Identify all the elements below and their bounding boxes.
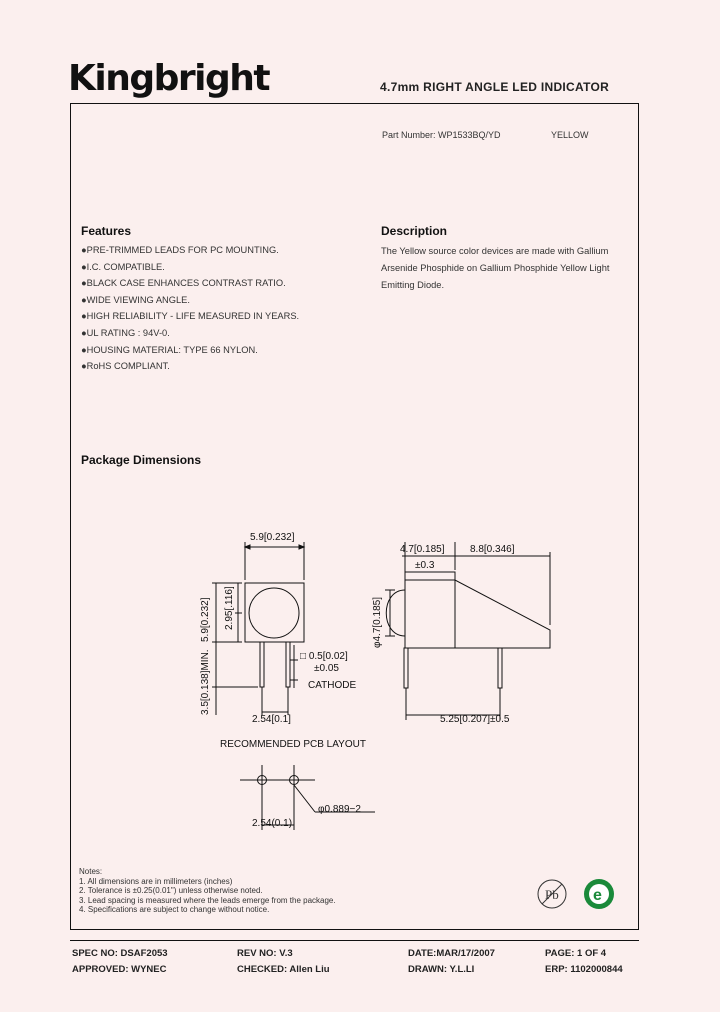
footer-approved: APPROVED: WYNEC: [72, 964, 167, 975]
pb-free-icon: [538, 880, 566, 908]
feature-item: ●UL RATING : 94V-0.: [81, 328, 170, 338]
dim-pitch: 2.54[0.1]: [252, 714, 291, 725]
footer-drawn: DRAWN: Y.L.LI: [408, 964, 475, 975]
pcb-layout-title: RECOMMENDED PCB LAYOUT: [220, 739, 366, 750]
feature-item: ●HIGH RELIABILITY - LIFE MEASURED IN YEARS.: [81, 311, 300, 321]
front-view-body: [245, 583, 304, 642]
note-item: 1. All dimensions are in millimeters (inches): [79, 876, 233, 886]
cathode-label: CATHODE: [308, 680, 357, 691]
feature-item: ●BLACK CASE ENHANCES CONTRAST RATIO.: [81, 278, 286, 288]
compliance-badges: [536, 876, 626, 916]
notes-heading: Notes:: [79, 867, 103, 876]
pcb-pitch: 2.54(0.1): [252, 818, 293, 829]
front-lead-right: [286, 642, 290, 687]
dim-body-length: 8.8[0.346]: [470, 544, 515, 555]
footer-page: PAGE: 1 OF 4: [545, 948, 607, 959]
dim-lead-offset: 5.25[0.207]±0.5: [440, 714, 510, 725]
notes-block: [79, 867, 336, 915]
dim-lead-length: 3.5[0.138]MIN.: [200, 649, 211, 715]
svg-text:Pb: Pb: [545, 887, 559, 902]
dim-lead-tolerance: ±0.05: [314, 663, 339, 674]
dim-lens-tolerance: ±0.3: [415, 560, 435, 571]
dim-height-side: 5.9[0.232]: [200, 597, 211, 642]
feature-item: ●WIDE VIEWING ANGLE.: [81, 295, 190, 305]
part-color: YELLOW: [551, 130, 589, 140]
kingbright-logo: Kingbright: [68, 58, 270, 99]
note-item: 3. Lead spacing is measured where the leads emerge from the package.: [79, 895, 336, 905]
feature-item: ●I.C. COMPATIBLE.: [81, 262, 165, 272]
note-item: 4. Specifications are subject to change without notice.: [79, 905, 270, 914]
dim-lens-length: 4.7[0.185]: [400, 544, 445, 555]
side-lead-right: [498, 648, 502, 688]
feature-item: ●RoHS COMPLIANT.: [81, 361, 170, 371]
document-title: 4.7mm RIGHT ANGLE LED INDICATOR: [380, 80, 610, 94]
dim-diameter: φ4.7[0.185]: [372, 597, 383, 648]
feature-item: ●PRE-TRIMMED LEADS FOR PC MOUNTING.: [81, 245, 279, 255]
note-item: 2. Tolerance is ±0.25(0.01") unless otherwise noted.: [79, 886, 263, 895]
description-text: The Yellow source color devices are made with Gallium Arsenide Phosphide on Gallium Phosphide Yellow Light Emitting Diode.: [381, 246, 610, 290]
footer-spec: SPEC NO: DSAF2053: [72, 948, 168, 959]
footer-date: DATE:MAR/17/2007: [408, 948, 495, 959]
dim-width-top: 5.9[0.232]: [250, 532, 295, 543]
part-number: Part Number: WP1533BQ/YD: [382, 130, 501, 140]
description-heading: Description: [381, 224, 448, 238]
feature-item: ●HOUSING MATERIAL: TYPE 66 NYLON.: [81, 345, 258, 355]
footer-erp: ERP: 1102000844: [545, 964, 623, 975]
side-lead-left: [404, 648, 408, 688]
dim-center: 2.95[.116]: [224, 586, 235, 630]
rohs-icon: [584, 879, 614, 909]
features-heading: Features: [81, 224, 132, 238]
side-view-lens: [386, 590, 405, 636]
front-lead-left: [260, 642, 264, 687]
footer-rev: REV NO: V.3: [237, 948, 293, 959]
svg-text:e: e: [593, 887, 602, 904]
package-heading: Package Dimensions: [81, 453, 202, 467]
pcb-hole-size: φ0.889−2: [318, 804, 361, 815]
dim-lead-square: □ 0.5[0.02]: [300, 651, 348, 662]
footer-divider: [70, 940, 639, 941]
front-view-lens: [249, 588, 299, 638]
footer-checked: CHECKED: Allen Liu: [237, 964, 330, 975]
package-drawing: [190, 520, 570, 860]
